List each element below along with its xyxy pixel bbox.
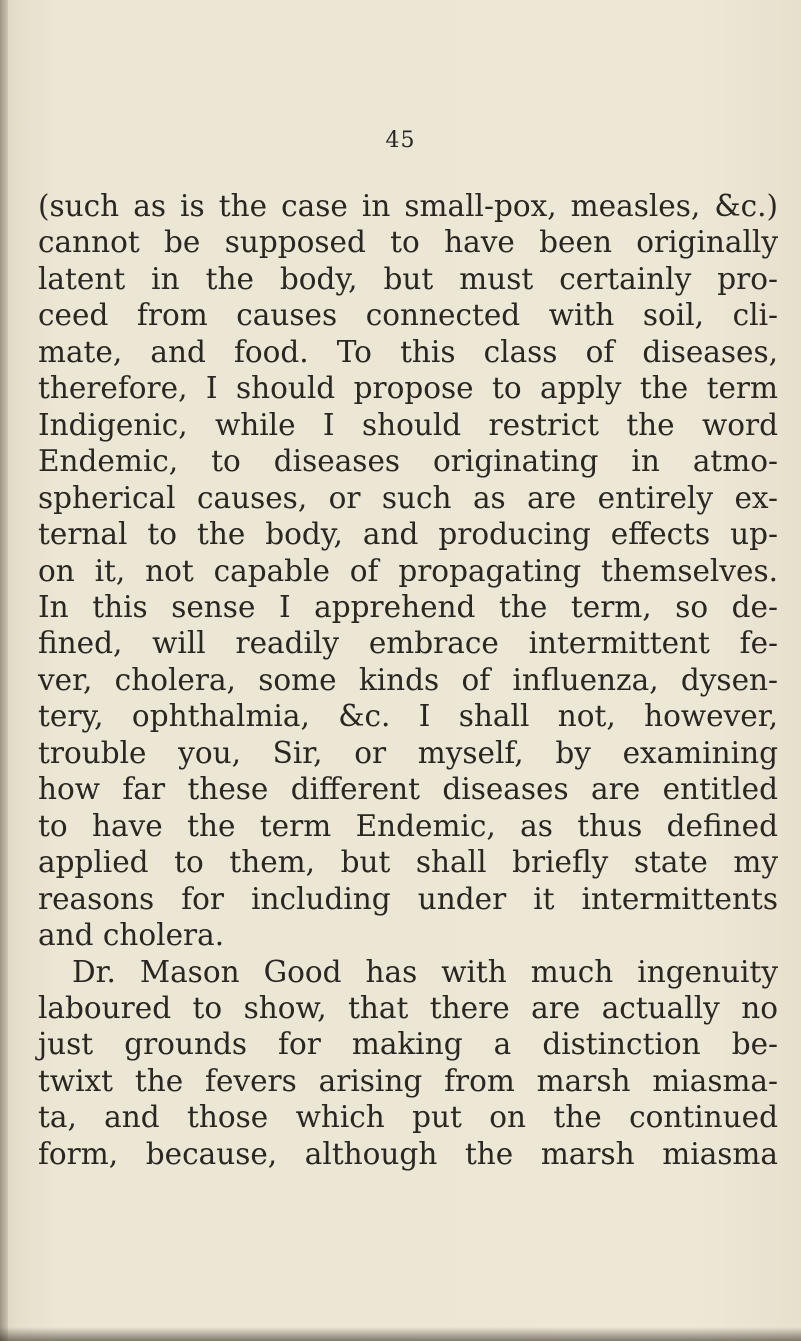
text-line: fined, will readily embrace intermittent fe-	[38, 626, 778, 661]
text-line: spherical causes, or such as are entirely ex-	[38, 480, 778, 515]
page-edge-shadow	[0, 1327, 801, 1341]
text-line: to have the term Endemic, as thus defined	[38, 808, 778, 843]
text-line: ta, and those which put on the continued	[38, 1100, 778, 1135]
text-line: trouble you, Sir, or myself, by examining	[38, 735, 778, 770]
text-line: ternal to the body, and producing effects up-	[38, 517, 778, 552]
text-line: how far these different diseases are entitled	[38, 772, 778, 807]
text-line: laboured to show, that there are actually no	[38, 990, 778, 1025]
text-line: ver, cholera, some kinds of influenza, dysen-	[38, 662, 778, 697]
page-number: 45	[385, 128, 416, 153]
text-line: mate, and food. To this class of diseases,	[38, 334, 778, 369]
text-line: Indigenic, while I should restrict the word	[38, 407, 778, 442]
text-line: cannot be supposed to have been originally	[38, 225, 778, 260]
text-line: therefore, I should propose to apply the term	[38, 371, 778, 406]
text-line: (such as is the case in small-pox, measles, &c.)	[38, 189, 778, 223]
text-line: just grounds for making a distinction be-	[38, 1027, 778, 1062]
text-line: reasons for including under it intermittents	[38, 881, 778, 916]
text-line: twixt the fevers arising from marsh miasma-	[38, 1063, 778, 1098]
paragraph-start-line: Dr. Mason Good has with much ingenuity	[72, 954, 778, 989]
paragraph-end-line: and cholera.	[38, 918, 225, 953]
text-line: In this sense I apprehend the term, so de-	[38, 589, 778, 624]
text-line: on it, not capable of propagating themselves.	[38, 553, 778, 588]
text-line: form, because, although the marsh miasma	[38, 1136, 778, 1171]
text-line: Endemic, to diseases originating in atmo-	[38, 444, 778, 479]
page-gutter	[0, 0, 8, 1341]
text-line: tery, ophthalmia, &c. I shall not, however,	[38, 699, 778, 734]
text-line: latent in the body, but must certainly pro-	[38, 261, 778, 296]
text-line: ceed from causes connected with soil, cli-	[38, 298, 778, 333]
body-text	[38, 188, 778, 1172]
text-line: applied to them, but shall briefly state my	[38, 845, 778, 880]
